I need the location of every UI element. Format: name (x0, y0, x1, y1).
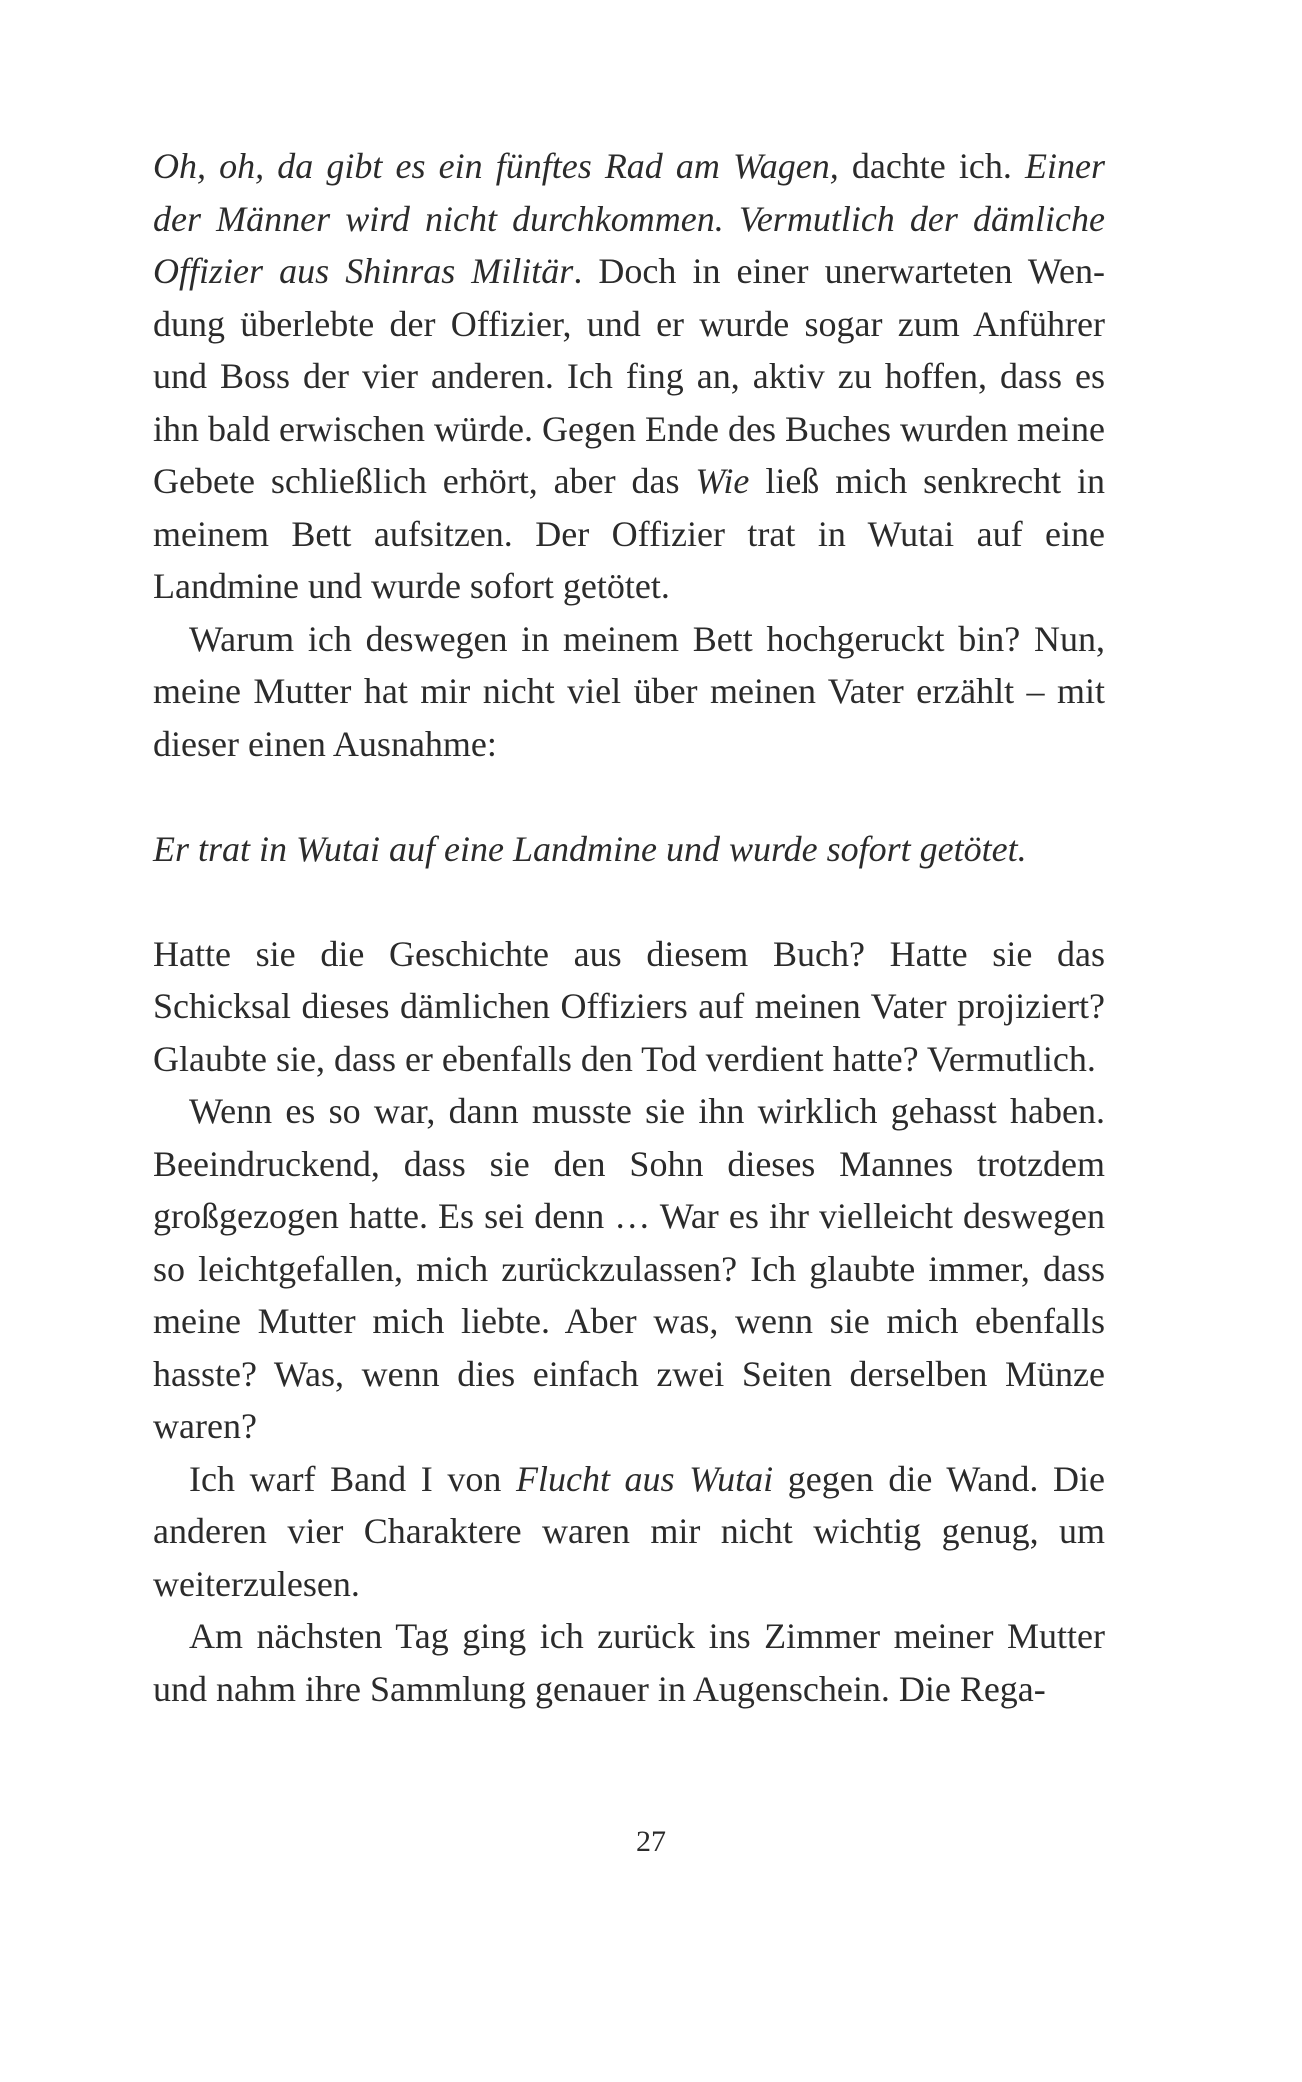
page-number: 27 (636, 1825, 666, 1858)
text-span: Er trat in Wutai auf eine Landmine und wurde sofort getötet. (153, 828, 1027, 869)
paragraph-1 (153, 140, 1105, 613)
text-span: ließ mich senkrecht in meinem Bett aufsitzen. Der Offizier trat in Wutai auf eine Landmine und wurde sofort getötet. (153, 461, 1105, 606)
text-span: Hatte sie die Geschichte aus diesem Buch? Hatte sie das Schicksal dieses dämlichen Offiziers auf meinen Vater projiziert? Glaubte sie, dass er ebenfalls den Tod verdient hatte? Vermutlich. (153, 933, 1105, 1079)
text-span: Am nächsten Tag ging ich zurück ins Zimmer meiner Mutter und nahm ihre Sammlung genauer in Augenschein. Die Rega- (153, 1616, 1105, 1709)
paragraph-2 (153, 613, 1105, 771)
text-span: Oh, oh, da gibt es ein fünftes Rad am Wagen, (153, 146, 839, 186)
text-span: gegen die Wand. Die anderen vier Charaktere waren mir nicht wichtig genug, um weiterzulesen. (153, 1458, 1105, 1604)
text-span: . Doch in einer unerwarteten Wendung überlebte der Offizier, und er wurde sogar zum Anführer und Boss der vier anderen. Ich fing an, aktiv zu hoffen, dass es ihn bald erwischen würde. Gegen Ende des Buches wurden meine Gebete schließlich erhört, aber das (153, 251, 1105, 501)
paragraph-6 (153, 1453, 1105, 1611)
quoted-line (153, 823, 1105, 876)
paragraph-4 (153, 928, 1105, 1086)
text-span: dachte ich. (838, 146, 1026, 186)
text-span: Einer der Männer wird nicht durchkommen. Vermutlich der dämliche Offizier aus Shinras Militär (153, 146, 1105, 291)
book-title: Flucht aus Wutai (515, 1458, 774, 1499)
paragraph-5 (153, 1085, 1105, 1453)
body-text (153, 140, 1105, 1715)
paragraph-7 (153, 1610, 1105, 1715)
text-span: Wenn es so war, dann musste sie ihn wirklich gehasst haben. Beeindruckend, dass sie den Sohn dieses Mannes trotzdem großgezogen hatte. Es sei denn … War es ihr vielleicht deswegen so leichtgefallen, mich zurückzulassen? Ich glaubte immer, dass meine Mutter mich liebte. Aber was, wenn sie mich ebenfalls hasste? Was, wenn dies einfach zwei Seiten derselben Münze waren? (153, 1091, 1105, 1446)
text-span: Wie (695, 461, 750, 501)
text-span: Ich warf Band I von (189, 1458, 516, 1499)
text-span: Warum ich deswegen in meinem Bett hochgeruckt bin? Nun, meine Mutter hat mir nicht viel über meinen Vater erzählt – mit dieser einen Ausnahme: (153, 618, 1105, 764)
